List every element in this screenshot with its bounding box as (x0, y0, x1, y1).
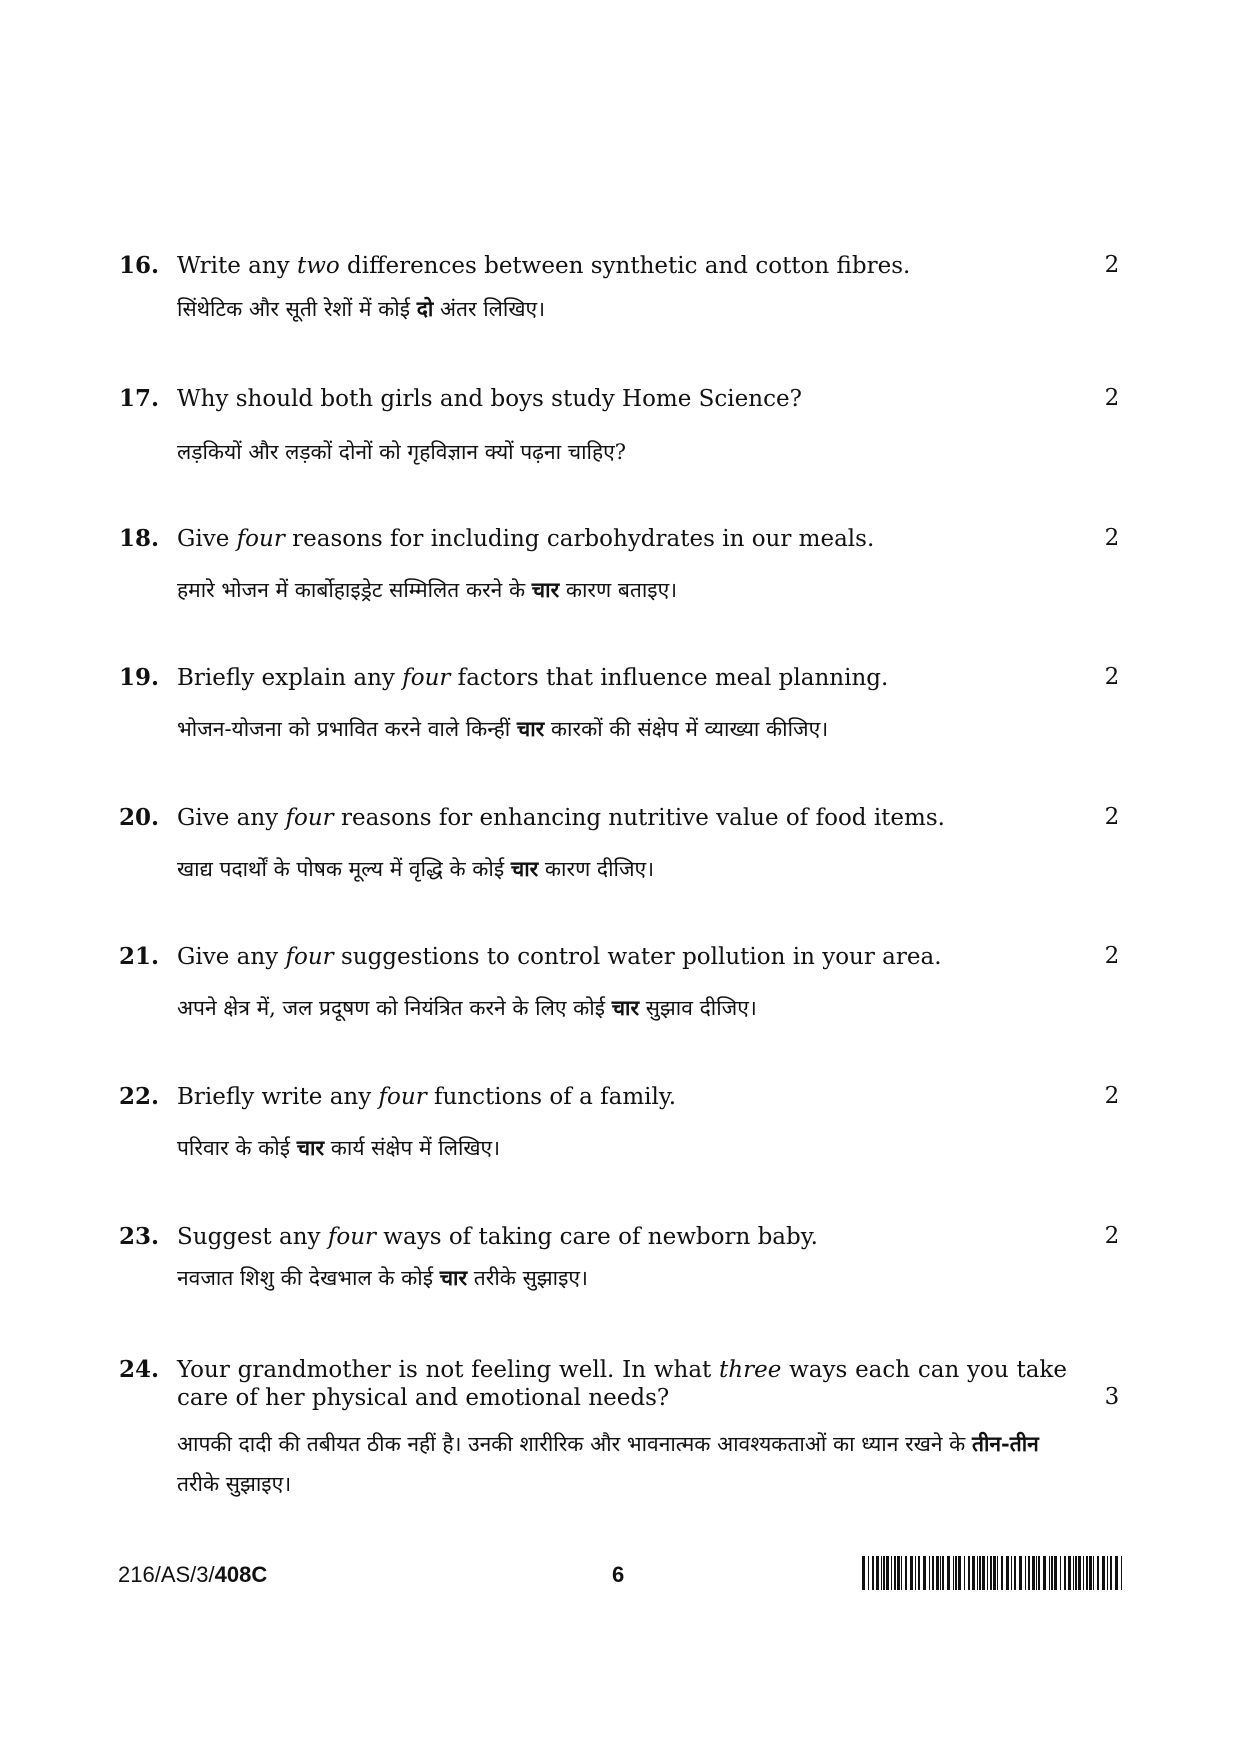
bold-text: दो (416, 296, 434, 321)
question-text-hi: भोजन-योजना को प्रभावित करने वाले किन्हीं चार कारकों की संक्षेप में व्याख्या कीजिए। (177, 716, 829, 741)
question-marks: 2 (1104, 943, 1120, 969)
emphasis-text: four (285, 805, 334, 831)
page-number: 6 (612, 1562, 625, 1587)
question-marks: 2 (1104, 525, 1120, 551)
question-marks: 2 (1104, 1223, 1120, 1249)
barcode-icon (862, 1556, 1126, 1590)
question-text-hi: नवजात शिशु की देखभाल के कोई चार तरीके सुझाइए। (177, 1265, 588, 1290)
question-text-hi: आपकी दादी की तबीयत ठीक नहीं है। उनकी शारीरिक और भावनात्मक आवश्यकताओं का ध्यान रखने के तीन-तीन तरीके सुझाइए। (177, 1431, 1039, 1496)
emphasis-text: four (402, 665, 451, 691)
question-text-hi: हमारे भोजन में कार्बोहाइड्रेट सम्मिलित करने के चार कारण बताइए। (177, 577, 678, 602)
emphasis-text: four (285, 944, 334, 970)
question-text-en: Your grandmother is not feeling well. In what three ways each can you take care of her physical and emotional needs? (177, 1357, 1067, 1411)
emphasis-text: four (378, 1084, 427, 1110)
question-number: 17. (119, 385, 160, 412)
bold-text: तीन-तीन (971, 1431, 1039, 1456)
bold-text: चार (531, 577, 560, 602)
emphasis-text: two (296, 253, 340, 279)
question-text-en: Give any four suggestions to control water pollution in your area. (177, 944, 942, 970)
question-text-en: Give four reasons for including carbohydrates in our meals. (177, 526, 875, 552)
question-number: 18. (119, 525, 160, 552)
question-text-hi: सिंथेटिक और सूती रेशों में कोई दो अंतर लिखिए। (177, 296, 546, 321)
question-text-en: Briefly write any four functions of a family. (177, 1084, 677, 1110)
question-number: 24. (119, 1356, 160, 1383)
question-marks: 2 (1104, 385, 1120, 411)
bold-text: चार (296, 1135, 325, 1160)
question-text-hi: अपने क्षेत्र में, जल प्रदूषण को नियंत्रित करने के लिए कोई चार सुझाव दीजिए। (177, 995, 757, 1020)
emphasis-text: four (236, 526, 285, 552)
bold-text: चार (516, 716, 545, 741)
paper-code-prefix: 216/AS/3/ (118, 1562, 215, 1587)
bold-text: चार (510, 856, 539, 881)
emphasis-text: three (719, 1357, 782, 1383)
question-marks: 2 (1104, 804, 1120, 830)
question-number: 20. (119, 804, 160, 831)
question-text-hi: परिवार के कोई चार कार्य संक्षेप में लिखिए। (177, 1135, 501, 1160)
question-marks: 2 (1104, 664, 1120, 690)
question-text-en: Give any four reasons for enhancing nutritive value of food items. (177, 805, 945, 831)
question-number: 22. (119, 1083, 160, 1110)
question-number: 19. (119, 664, 160, 691)
question-text-en: Suggest any four ways of taking care of newborn baby. (177, 1224, 818, 1250)
question-marks: 2 (1104, 1083, 1120, 1109)
question-text-hi: खाद्य पदार्थों के पोषक मूल्य में वृद्धि के कोई चार कारण दीजिए। (177, 856, 655, 881)
question-marks: 3 (1104, 1384, 1120, 1410)
question-text-en: Briefly explain any four factors that influence meal planning. (177, 665, 889, 691)
paper-code (118, 1562, 267, 1588)
paper-code-bold: 408C (214, 1562, 268, 1587)
bold-text: चार (439, 1265, 468, 1290)
bold-text: चार (611, 995, 640, 1020)
question-text-hi: लड़कियों और लड़कों दोनों को गृहविज्ञान क्यों पढ़ना चाहिए? (177, 440, 627, 464)
question-number: 23. (119, 1223, 160, 1250)
question-marks: 2 (1104, 252, 1120, 278)
emphasis-text: four (327, 1224, 376, 1250)
question-text-en: Write any two differences between synthetic and cotton fibres. (177, 253, 911, 279)
question-number: 21. (119, 943, 160, 970)
question-number: 16. (119, 252, 160, 279)
question-text-en: Why should both girls and boys study Home Science? (177, 386, 802, 412)
